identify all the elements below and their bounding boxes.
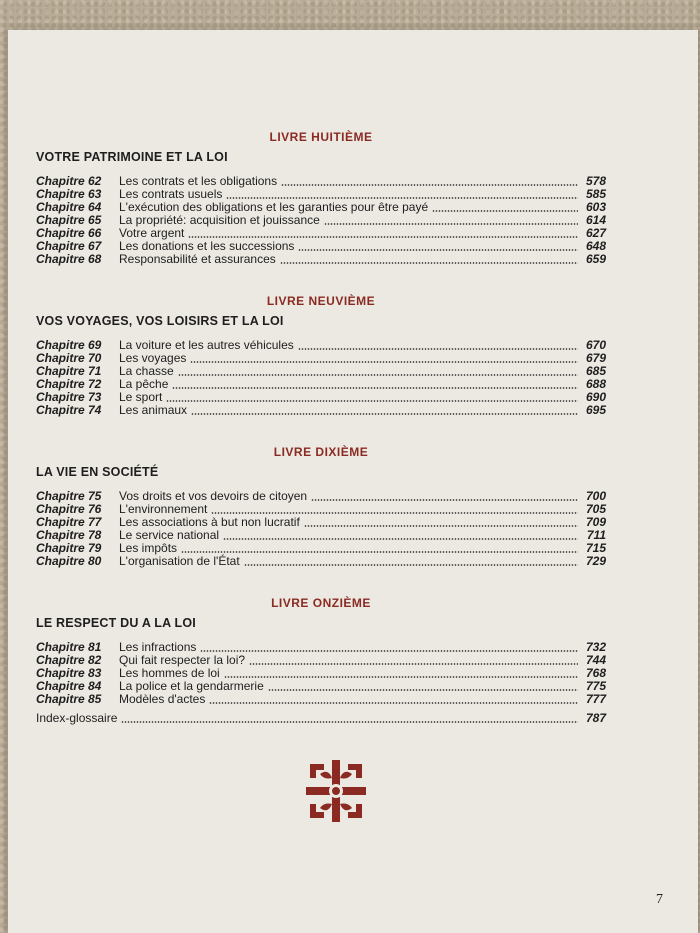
livre-heading: LIVRE ONZIÈME [271, 596, 371, 610]
chapter-number: Chapitre 65 [36, 213, 102, 227]
dot-leader [432, 210, 578, 212]
book-section [36, 445, 606, 568]
dot-leader [298, 348, 578, 350]
chapter-title: Les contrats et les obligations [119, 174, 278, 188]
chapter-number: Chapitre 76 [36, 502, 102, 516]
chapter-title: La voiture et les autres véhicules [119, 338, 294, 352]
chapter-page: 670 [585, 338, 606, 352]
dot-leader [324, 223, 578, 225]
chapter-page: 659 [585, 252, 606, 266]
table-of-contents [36, 130, 606, 753]
chapter-page: 603 [585, 200, 606, 214]
chapter-title: Le sport [119, 390, 163, 404]
dot-leader [223, 538, 578, 540]
toc-entry [36, 404, 606, 417]
chapter-title: Responsabilité et assurances [119, 252, 276, 266]
dot-leader [211, 512, 578, 514]
chapter-number: Chapitre 82 [36, 653, 102, 667]
chapter-number: Chapitre 68 [36, 252, 102, 266]
chapter-title: Vos droits et vos devoirs de citoyen [119, 489, 308, 503]
chapter-title: L'organisation de l'État [119, 554, 240, 568]
dot-leader [191, 413, 578, 415]
chapter-number: Chapitre 74 [36, 403, 102, 417]
index-label: Index-glossaire [36, 711, 118, 725]
chapter-title: L'environnement [119, 502, 208, 516]
chapter-page: 627 [585, 226, 606, 240]
chapter-number: Chapitre 81 [36, 640, 102, 654]
chapter-page: 690 [585, 390, 606, 404]
chapter-page: 585 [585, 187, 606, 201]
chapter-title: La propriété: acquisition et jouissance [119, 213, 320, 227]
chapter-title: Les hommes de loi [119, 666, 220, 680]
chapter-number: Chapitre 71 [36, 364, 102, 378]
chapter-number: Chapitre 80 [36, 554, 102, 568]
chapter-number: Chapitre 69 [36, 338, 102, 352]
chapter-title: Les animaux [119, 403, 188, 417]
dot-leader [200, 650, 578, 652]
toc-entry [36, 555, 606, 568]
dot-leader [190, 361, 578, 363]
chapter-number: Chapitre 73 [36, 390, 102, 404]
chapter-page: 768 [585, 666, 606, 680]
dot-leader [280, 262, 578, 264]
dot-leader [172, 387, 578, 389]
dot-leader [178, 374, 578, 376]
chapter-title: Les impôts [119, 541, 178, 555]
chapter-number: Chapitre 66 [36, 226, 102, 240]
chapter-title: La chasse [119, 364, 174, 378]
chapter-page: 578 [585, 174, 606, 188]
chapter-title: La police et la gendarmerie [119, 679, 264, 693]
chapter-title: Modèles d'actes [119, 692, 206, 706]
chapter-page: 729 [585, 554, 606, 568]
dot-leader [224, 676, 578, 678]
chapter-number: Chapitre 83 [36, 666, 102, 680]
livre-heading: LIVRE NEUVIÈME [266, 294, 376, 308]
chapter-title: Les associations à but non lucratif [119, 515, 300, 529]
section-title: LA VIE EN SOCIÉTÉ [36, 465, 159, 479]
dot-leader [181, 551, 578, 553]
section-title: LE RESPECT DU A LA LOI [36, 616, 196, 630]
dot-leader [188, 236, 578, 238]
dot-leader [268, 689, 578, 691]
page-number: 7 [656, 892, 663, 907]
chapter-page: 775 [585, 679, 606, 693]
dot-leader [298, 249, 578, 251]
index-page: 787 [585, 711, 606, 725]
chapter-number: Chapitre 78 [36, 528, 102, 542]
chapter-title: La pêche [119, 377, 169, 391]
dot-leader [281, 184, 578, 186]
chapter-title: Les contrats usuels [119, 187, 223, 201]
chapter-number: Chapitre 67 [36, 239, 102, 253]
chapter-page: 777 [585, 692, 606, 706]
chapter-page: 715 [585, 541, 606, 555]
chapter-page: 700 [585, 489, 606, 503]
chapter-page: 705 [585, 502, 606, 516]
livre-heading: LIVRE DIXIÈME [273, 445, 369, 459]
book-page [8, 30, 698, 933]
chapter-title: Le service national [119, 528, 220, 542]
dot-leader [304, 525, 578, 527]
chapter-page: 685 [585, 364, 606, 378]
chapter-page: 614 [585, 213, 606, 227]
chapter-number: Chapitre 63 [36, 187, 102, 201]
section-title: VOTRE PATRIMOINE ET LA LOI [36, 150, 228, 164]
chapter-page: 679 [585, 351, 606, 365]
livre-heading: LIVRE HUITIÈME [269, 130, 373, 144]
book-section [36, 294, 606, 417]
dot-leader [209, 702, 578, 704]
chapter-page: 711 [586, 528, 606, 542]
chapter-number: Chapitre 64 [36, 200, 102, 214]
chapter-page: 744 [585, 653, 606, 667]
toc-entry [36, 253, 606, 266]
dot-leader [311, 499, 578, 501]
chapter-page: 648 [585, 239, 606, 253]
chapter-title: Les voyages [119, 351, 187, 365]
chapter-number: Chapitre 72 [36, 377, 102, 391]
decorative-ornament-icon [306, 760, 366, 822]
dot-leader [121, 721, 578, 723]
chapter-page: 695 [585, 403, 606, 417]
chapter-title: L'exécution des obligations et les garanties pour être payé [119, 200, 429, 214]
chapter-title: Qui fait respecter la loi? [119, 653, 246, 667]
chapter-number: Chapitre 75 [36, 489, 102, 503]
chapter-title: Les infractions [119, 640, 197, 654]
section-title: VOS VOYAGES, VOS LOISIRS ET LA LOI [36, 314, 284, 328]
chapter-number: Chapitre 79 [36, 541, 102, 555]
book-section [36, 596, 606, 725]
book-section [36, 130, 606, 266]
dot-leader [244, 564, 578, 566]
chapter-page: 732 [585, 640, 606, 654]
chapter-title: Votre argent [119, 226, 185, 240]
toc-entry [36, 693, 606, 706]
chapter-page: 688 [585, 377, 606, 391]
chapter-number: Chapitre 84 [36, 679, 102, 693]
chapter-title: Les donations et les successions [119, 239, 295, 253]
dot-leader [226, 197, 578, 199]
chapter-number: Chapitre 77 [36, 515, 102, 529]
index-entry [36, 712, 606, 725]
dot-leader [249, 663, 578, 665]
chapter-page: 709 [585, 515, 606, 529]
chapter-number: Chapitre 85 [36, 692, 102, 706]
chapter-number: Chapitre 70 [36, 351, 102, 365]
chapter-number: Chapitre 62 [36, 174, 102, 188]
dot-leader [166, 400, 578, 402]
